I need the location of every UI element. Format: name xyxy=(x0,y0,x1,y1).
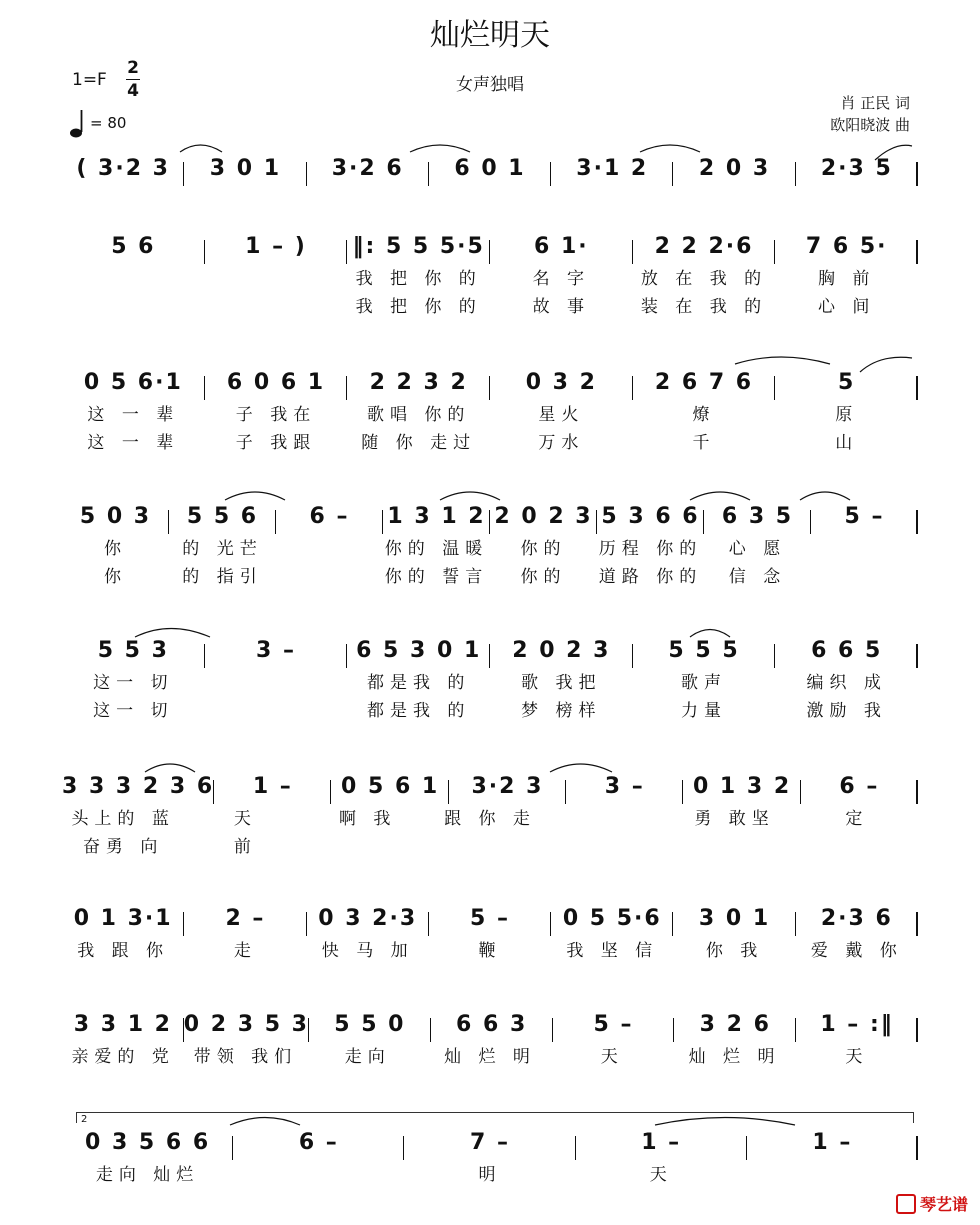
volta-label: 2 xyxy=(81,1114,88,1125)
key-signature: 1=F xyxy=(72,70,107,90)
lyric-word: 奋勇 向 xyxy=(82,837,164,857)
measure: 0 3 2·3 xyxy=(307,906,429,931)
measure: 2 0 3 xyxy=(673,156,795,181)
measure: 1 – xyxy=(576,1130,747,1155)
measure: 3·2 3 xyxy=(449,774,566,799)
lyric-word: 放 在 我 的 xyxy=(640,269,768,289)
measure: 3·1 2 xyxy=(551,156,673,181)
lyric-word: 灿 烂 明 xyxy=(444,1047,536,1067)
lyric-word: 信 念 xyxy=(728,567,787,587)
measure: 5 6 xyxy=(62,234,205,259)
measure: 5 xyxy=(775,370,918,395)
measure: 1 – xyxy=(214,774,331,799)
measure: 5 5 6 xyxy=(169,504,276,529)
lyric-word: 天 xyxy=(600,1047,624,1067)
measure: ‖: 5 5 5·5 xyxy=(347,234,490,259)
watermark-text: 琴艺谱 xyxy=(919,1195,968,1214)
measure: 3 3 3 2 3 6 xyxy=(62,773,215,799)
measure: 3 – xyxy=(566,774,683,799)
lyric-word: 这一 切 xyxy=(93,701,174,721)
measure: 1 – :‖ xyxy=(796,1012,918,1037)
lyric-word: 歌 我把 xyxy=(521,673,602,693)
lyric-word: 亲爱的 党 xyxy=(71,1047,175,1067)
measure: 5 – xyxy=(429,906,551,931)
lyric-word: 这 一 辈 xyxy=(87,433,180,453)
measure: 7 – xyxy=(404,1130,575,1155)
song-subtitle: 女声独唱 xyxy=(456,75,524,95)
lyric-word: 我 跟 你 xyxy=(77,941,170,961)
measure: 2·3 6 xyxy=(796,906,918,931)
lyric-word: 编织 成 xyxy=(806,673,887,693)
lyric-word: 的 光芒 xyxy=(182,539,263,559)
lyric-word: 快 马 加 xyxy=(321,941,414,961)
measure: 6 0 1 xyxy=(429,156,551,181)
lyric-word: 啊 我 xyxy=(339,809,397,829)
measure: 2 0 2 3 xyxy=(490,504,597,529)
lyric-word: 名 字 xyxy=(532,269,591,289)
measure: 1 – xyxy=(747,1130,918,1155)
measure: 1 3 1 2 xyxy=(383,504,490,529)
lyric-word: 故 事 xyxy=(532,297,591,317)
time-sig-top: 2 xyxy=(127,58,139,78)
lyric-word: 你 xyxy=(104,567,127,587)
lyricist-credit: 肖 正民 词 xyxy=(840,94,910,112)
lyric-word: 走向 灿烂 xyxy=(95,1165,200,1185)
lyric-word: 前 xyxy=(233,837,257,857)
measure: 0 5 6·1 xyxy=(62,370,205,395)
song-title: 灿烂明天 xyxy=(430,18,550,53)
measure: 0 3 5 6 6 xyxy=(62,1130,233,1155)
lyric-word: 灿 烂 明 xyxy=(688,1047,781,1067)
measure: 5 5 0 xyxy=(309,1012,431,1037)
lyric-word: 心 愿 xyxy=(728,539,787,559)
lyric-word: 梦 榜样 xyxy=(521,701,602,721)
lyric-word: 跟 你 走 xyxy=(444,809,536,829)
lyric-word: 子 我在 xyxy=(235,405,317,425)
lyric-word: 天 xyxy=(233,809,257,829)
lyric-word: 道路 你的 xyxy=(598,567,703,587)
measure: 5 – xyxy=(811,504,918,529)
measure: 6 – xyxy=(801,774,918,799)
measure: 6 0 6 1 xyxy=(205,370,348,395)
measure: 7 6 5· xyxy=(775,234,918,259)
measure: 0 2 3 5 3 xyxy=(183,1011,309,1037)
measure: 0 3 2 xyxy=(490,370,633,395)
lyric-word: 你的 xyxy=(520,539,567,559)
measure: 3 2 6 xyxy=(674,1012,796,1037)
measure: 5 0 3 xyxy=(62,504,169,529)
lyric-word: 天 xyxy=(649,1165,673,1185)
measure: 2·3 5 xyxy=(796,156,918,181)
measure: 0 5 6 1 xyxy=(331,774,448,799)
lyric-word: 心 间 xyxy=(817,297,876,317)
lyric-word: 头上的 蓝 xyxy=(71,809,175,829)
lyric-word: 我 坚 信 xyxy=(566,941,659,961)
measure: 3 – xyxy=(205,638,348,663)
lyric-word: 你的 誓言 xyxy=(384,567,489,587)
lyric-word: 激励 我 xyxy=(806,701,887,721)
lyric-word: 力量 xyxy=(681,701,728,721)
lyric-word: 走向 xyxy=(344,1047,391,1067)
lyric-word: 万水 xyxy=(538,433,585,453)
lyric-word: 装 在 我 的 xyxy=(640,297,768,317)
measure: 6 6 5 xyxy=(775,638,918,663)
measure: 6 6 3 xyxy=(431,1012,553,1037)
lyric-word: 随 你 走过 xyxy=(361,433,477,453)
lyric-word: 我 把 你 的 xyxy=(355,269,482,289)
lyric-word: 原 xyxy=(835,405,859,425)
measure: 5 5 5 xyxy=(633,638,776,663)
measure: 5 – xyxy=(553,1012,675,1037)
measure: 2 2 3 2 xyxy=(347,370,490,395)
lyric-word: 定 xyxy=(845,809,869,829)
lyric-word: 子 我跟 xyxy=(235,433,317,453)
lyric-word: 胸 前 xyxy=(817,269,876,289)
measure: 2 – xyxy=(184,906,306,931)
lyric-word: 你的 xyxy=(520,567,567,587)
lyric-word: 走 xyxy=(233,941,257,961)
measure: 2 6 7 6 xyxy=(633,370,776,395)
measure: ( 3·2 3 xyxy=(62,156,184,181)
measure: 6 1· xyxy=(490,234,633,259)
measure: 5 3 6 6 xyxy=(597,504,704,529)
lyric-word: 你的 温暖 xyxy=(384,539,489,559)
lyric-word: 带领 我们 xyxy=(193,1047,298,1067)
lyric-word: 歌声 xyxy=(681,673,728,693)
measure: 3 0 1 xyxy=(673,906,795,931)
measure: 6 5 3 0 1 xyxy=(347,638,490,663)
lyric-word: 都是我 的 xyxy=(366,701,471,721)
measure: 2 0 2 3 xyxy=(490,638,633,663)
measure: 6 3 5 xyxy=(704,504,811,529)
measure: 0 1 3 2 xyxy=(683,774,800,799)
measure: 5 5 3 xyxy=(62,638,205,663)
measure: 0 5 5·6 xyxy=(551,906,673,931)
lyric-word: 勇 敢坚 xyxy=(694,809,775,829)
lyric-word: 这 一 辈 xyxy=(87,405,180,425)
lyric-word: 天 xyxy=(845,1047,869,1067)
tempo-value: = 80 xyxy=(90,114,127,132)
lyric-word: 的 指引 xyxy=(182,567,263,587)
lyric-word: 鞭 xyxy=(478,941,502,961)
measure: 6 – xyxy=(276,504,383,529)
lyric-word: 星火 xyxy=(538,405,585,425)
time-sig-bottom: 4 xyxy=(127,81,139,101)
measure: 3·2 6 xyxy=(307,156,429,181)
measure: 2 2 2·6 xyxy=(633,234,776,259)
measure: 1 – ) xyxy=(205,234,348,259)
lyric-word: 这一 切 xyxy=(93,673,174,693)
lyric-word: 山 xyxy=(835,433,859,453)
lyric-word: 歌唱 你的 xyxy=(366,405,471,425)
lyric-word: 爱 戴 你 xyxy=(810,941,903,961)
lyric-word: 千 xyxy=(692,433,716,453)
lyric-word: 燎 xyxy=(692,405,716,425)
lyric-word: 我 把 你 的 xyxy=(355,297,482,317)
measure: 6 – xyxy=(233,1130,404,1155)
lyric-word: 你 我 xyxy=(705,941,764,961)
lyric-word: 都是我 的 xyxy=(366,673,471,693)
composer-credit: 欧阳晓波 曲 xyxy=(830,116,910,134)
lyric-word: 历程 你的 xyxy=(598,539,703,559)
measure: 3 3 1 2 xyxy=(62,1012,184,1037)
measure: 3 0 1 xyxy=(184,156,306,181)
measure: 0 1 3·1 xyxy=(62,906,184,931)
lyric-word: 明 xyxy=(478,1165,502,1185)
lyric-word: 你 xyxy=(104,539,127,559)
